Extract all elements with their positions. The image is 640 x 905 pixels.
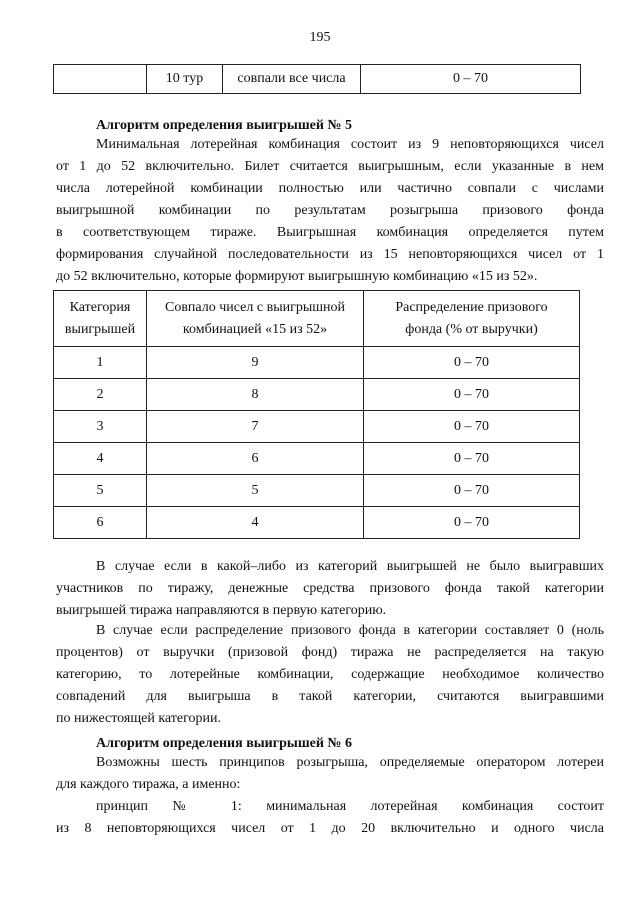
header-cell-matches xyxy=(147,291,364,347)
table-header-row xyxy=(54,291,580,347)
top-table-fragment xyxy=(53,64,581,94)
paragraph-line: В случае если распределение призового фонда в категории составляет 0 (ноль xyxy=(96,623,604,638)
paragraph-line: принцип № 1: минимальная лотерейная комбинация состоит xyxy=(96,799,604,814)
paragraph-no-winners xyxy=(56,556,604,622)
table-cell: 10 тур xyxy=(147,65,223,94)
header-text: Распределение призового xyxy=(395,299,548,315)
table-row xyxy=(54,347,580,379)
table-row xyxy=(54,65,581,94)
paragraph-line: Возможны шесть принципов розыгрыша, определяемые оператором лотереи xyxy=(96,755,604,770)
paragraph-line: до 52 включительно, которые формируют выигрышную комбинацию «15 из 52». xyxy=(56,269,538,284)
paragraph-line: выигрышной комбинации по результатам розыгрыша призового фонда xyxy=(56,203,604,218)
table-cell: 5 xyxy=(54,475,147,507)
paragraph-line: В случае если в какой–либо из категорий выигрышей не было выигравших xyxy=(96,559,604,574)
header-cell-category xyxy=(54,291,147,347)
table-cell: 8 xyxy=(147,379,364,411)
section6-intro xyxy=(56,752,604,796)
table-row xyxy=(54,411,580,443)
table-cell: 0 – 70 xyxy=(361,65,581,94)
table-cell: 0 – 70 xyxy=(364,507,580,539)
table-cell: 4 xyxy=(147,507,364,539)
table-cell: 1 xyxy=(54,347,147,379)
section5-paragraph xyxy=(56,134,604,288)
table-cell: 6 xyxy=(54,507,147,539)
table-row xyxy=(54,443,580,475)
table-cell: 2 xyxy=(54,379,147,411)
paragraph-line: в соответствующем тираже. Выигрышная комбинация определяется путем xyxy=(56,225,604,240)
header-text: Совпало чисел с выигрышной xyxy=(164,299,346,315)
section6-principle xyxy=(56,796,604,840)
header-cell-distribution xyxy=(364,291,580,347)
paragraph-line: участников по тиражу, денежные средства призового фонда такой категории xyxy=(56,581,604,596)
paragraph-line: выигрышей тиража направляются в первую категорию. xyxy=(56,603,387,618)
table-cell: 0 – 70 xyxy=(364,443,580,475)
header-text: комбинацией «15 из 52» xyxy=(182,321,328,337)
table-row xyxy=(54,507,580,539)
section5-heading: Алгоритм определения выигрышей № 5 xyxy=(96,118,352,133)
paragraph-line: числа лотерейной комбинации полностью или частично совпали с числами xyxy=(56,181,604,196)
paragraph-zero-percent xyxy=(56,620,604,730)
table-cell: 0 – 70 xyxy=(364,347,580,379)
table-cell: 3 xyxy=(54,411,147,443)
header-text: фонда (% от выручки) xyxy=(405,321,538,337)
table-cell: 4 xyxy=(54,443,147,475)
header-text: выигрышей xyxy=(64,321,136,337)
table-cell: совпали все числа xyxy=(223,65,361,94)
table-row xyxy=(54,379,580,411)
table-cell: 9 xyxy=(147,347,364,379)
table-cell: 5 xyxy=(147,475,364,507)
table-cell: 7 xyxy=(147,411,364,443)
table-cell xyxy=(54,65,147,94)
section6-heading: Алгоритм определения выигрышей № 6 xyxy=(96,736,352,751)
paragraph-line: совпадений для выигрыша в такой категории, считаются выигравшими xyxy=(56,689,604,704)
table-cell: 6 xyxy=(147,443,364,475)
paragraph-line: категорию, то лотерейные комбинации, содержащие необходимое количество xyxy=(56,667,604,682)
paragraph-line: Минимальная лотерейная комбинация состоит из 9 неповторяющихся чисел xyxy=(96,137,604,152)
paragraph-line: по нижестоящей категории. xyxy=(56,711,221,726)
table-row xyxy=(54,475,580,507)
paragraph-line: процентов) от выручки (призовой фонд) тиража не распределяется на такую xyxy=(56,645,604,660)
table-cell: 0 – 70 xyxy=(364,475,580,507)
header-text: Категория xyxy=(69,299,131,315)
paragraph-line: из 8 неповторяющихся чисел от 1 до 20 включительно и одного числа xyxy=(56,821,604,836)
paragraph-line: для каждого тиража, а именно: xyxy=(56,777,241,792)
table-cell: 0 – 70 xyxy=(364,379,580,411)
prize-distribution-table xyxy=(53,290,580,539)
page-number: 195 xyxy=(309,30,331,45)
paragraph-line: от 1 до 52 включительно. Билет считается выигрышным, если указанные в нем xyxy=(56,159,604,174)
table-cell: 0 – 70 xyxy=(364,411,580,443)
paragraph-line: формирования случайной последовательности из 15 неповторяющихся чисел от 1 xyxy=(56,247,604,262)
